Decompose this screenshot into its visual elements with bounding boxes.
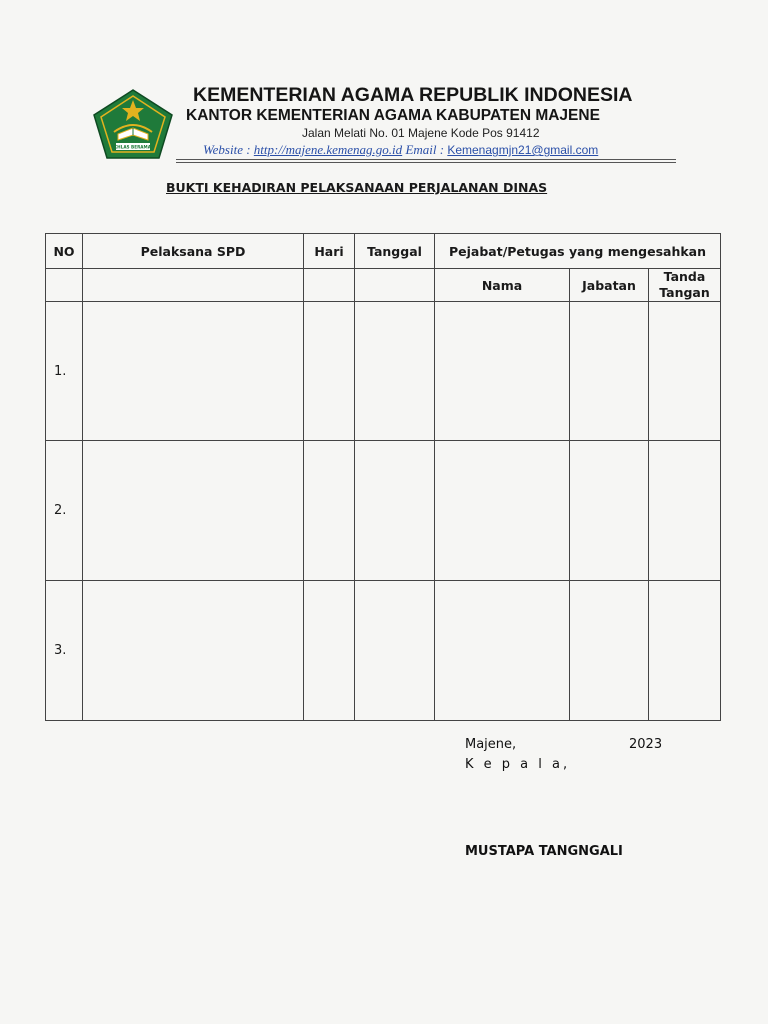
header-row-2 (46, 269, 721, 302)
header-blank-cell (355, 269, 435, 302)
office-address: Jalan Melati No. 01 Majene Kode Pos 91412 (302, 126, 540, 140)
pelaksana-cell[interactable] (83, 581, 304, 721)
jabatan-cell[interactable] (570, 302, 649, 441)
header-tanda: Tanda (663, 269, 706, 284)
email-link[interactable]: Kemenagmjn21@gmail.com (447, 143, 599, 157)
pelaksana-cell[interactable] (83, 441, 304, 581)
nama-cell[interactable] (435, 441, 570, 581)
header-jabatan: Jabatan (570, 269, 649, 302)
hari-cell[interactable] (304, 302, 355, 441)
tanggal-cell[interactable] (355, 302, 435, 441)
header-blank-cell (46, 269, 83, 302)
document-title: BUKTI KEHADIRAN PELAKSANAAN PERJALANAN DINAS (166, 180, 548, 195)
signature-place: Majene, (465, 737, 517, 752)
signer-name: MUSTAPA TANGNGALI (465, 844, 623, 859)
header-no: NO (46, 234, 83, 269)
letterhead-divider (176, 159, 676, 160)
signer-title: K e p a l a, (465, 757, 571, 772)
signature-year: 2023 (629, 737, 663, 752)
jabatan-cell[interactable] (570, 581, 649, 721)
tanda-tangan-cell[interactable] (649, 441, 721, 581)
nama-cell[interactable] (435, 302, 570, 441)
header-pejabat: Pejabat/Petugas yang mengesahkan (435, 234, 721, 269)
hari-cell[interactable] (304, 441, 355, 581)
header-pelaksana: Pelaksana SPD (83, 234, 304, 269)
website-link[interactable]: http://majene.kemenag.go.id (253, 142, 403, 157)
header-hari: Hari (304, 234, 355, 269)
office-name: KANTOR KEMENTERIAN AGAMA KABUPATEN MAJENE (186, 107, 600, 124)
logo-motto: IKHLAS BERAMAL (112, 144, 154, 150)
kemenag-emblem-icon (92, 88, 174, 160)
tanggal-cell[interactable] (355, 581, 435, 721)
hari-cell[interactable] (304, 581, 355, 721)
header-nama: Nama (435, 269, 570, 302)
attendance-table (45, 233, 721, 721)
header-tanda-tangan (649, 269, 721, 302)
row-number: 3. (46, 581, 83, 721)
row-number: 1. (46, 302, 83, 441)
table-row (46, 441, 721, 581)
header-blank-cell (304, 269, 355, 302)
header-blank-cell (83, 269, 304, 302)
tanggal-cell[interactable] (355, 441, 435, 581)
tanda-tangan-cell[interactable] (649, 302, 721, 441)
tanda-tangan-cell[interactable] (649, 581, 721, 721)
jabatan-cell[interactable] (570, 441, 649, 581)
email-label: Email : (402, 142, 448, 157)
table-row (46, 581, 721, 721)
header-row-1 (46, 234, 721, 269)
nama-cell[interactable] (435, 581, 570, 721)
contact-line (203, 142, 598, 158)
ministry-name: KEMENTERIAN AGAMA REPUBLIK INDONESIA (193, 84, 633, 106)
header-tangan: Tangan (659, 285, 710, 300)
letterhead-divider-2 (176, 162, 676, 163)
row-number: 2. (46, 441, 83, 581)
pelaksana-cell[interactable] (83, 302, 304, 441)
website-label: Website : (203, 142, 254, 157)
table-row (46, 302, 721, 441)
header-tanggal: Tanggal (355, 234, 435, 269)
